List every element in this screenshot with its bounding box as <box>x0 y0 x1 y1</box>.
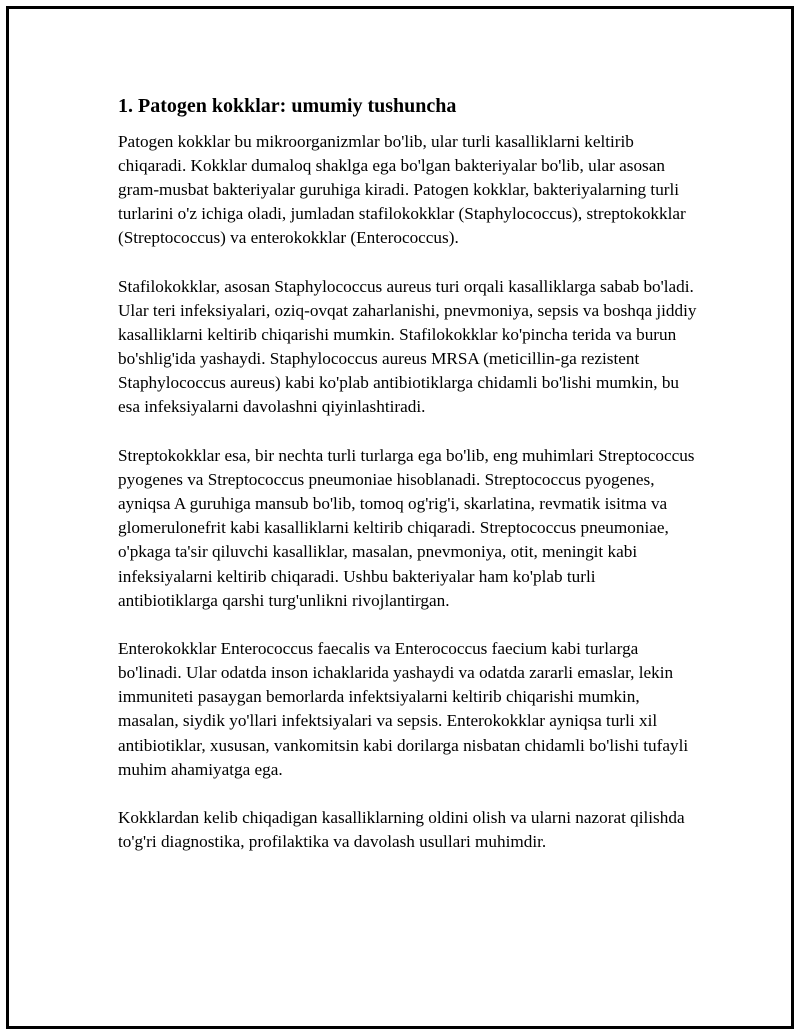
paragraph-conclusion: Kokklardan kelib chiqadigan kasalliklarning oldini olish va ularni nazorat qilishda to'g'ri diagnostika, profilaktika va davolash usullari muhimdir. <box>118 808 685 852</box>
paragraph-streptococci: Streptokokklar esa, bir nechta turli turlarga ega bo'lib, eng muhimlari Streptococcus pyogenes va Streptococcus pneumoniae hisoblanadi. Streptococcus pyogenes, ayniqsa A guruhiga mansub bo'lib, tomoq og'rig'i, skarlatina, revmatik isitma va glomerulonefrit kabi kasalliklarni keltirib chiqaradi. Streptococcus pneumoniae, o'pkaga ta'sir qiluvchi kasalliklar, masalan, pnevmoniya, otit, meningit kabi infeksiyalarni keltirib chiqaradi. Ushbu bakteriyalar ham ko'plab turli antibiotiklarga qarshi turg'unlikni rivojlantirgan. <box>118 446 695 610</box>
section-heading: 1. Patogen kokklar: umumiy tushuncha <box>118 95 457 117</box>
paragraph-intro: Patogen kokklar bu mikroorganizmlar bo'lib, ular turli kasalliklarni keltirib chiqaradi. Kokklar dumaloq shaklga ega bo'lgan bakteriyalar bo'lib, ular asosan gram-musbat bakteriyalar guruhiga kiradi. Patogen kokklar, bakteriyalarning turli turlarini o'z ichiga oladi, jumladan stafilokokklar (Staphylococcus), streptokokklar (Streptococcus) va enterokokklar (Enterococcus). <box>118 132 686 248</box>
paragraph-enterococci: Enterokokklar Enterococcus faecalis va Enterococcus faecium kabi turlarga bo'linadi. Ular odatda inson ichaklarida yashaydi va odatda zararli emaslar, lekin immuniteti pasaygan bemorlarda infektsiyalarni keltirib chiqarishi mumkin, masalan, siydik yo'llari infektsiyalari va sepsis. Enterokokklar ayniqsa turli xil antibiotiklar, xususan, vankomitsin kabi dorilarga nisbatan chidamli bo'lishi tufayli muhim ahamiyatga ega. <box>118 639 689 779</box>
paragraph-staphylococci: Stafilokokklar, asosan Staphylococcus aureus turi orqali kasalliklarga sabab bo'ladi. Ular teri infeksiyalari, oziq-ovqat zaharlanishi, pnevmoniya, sepsis va boshqa jiddiy kasalliklarni keltirib chiqarishi mumkin. Stafilokokklar ko'pincha terida va burun bo'shlig'ida yashaydi. Staphylococcus aureus MRSA (meticillin-ga rezistent Staphylococcus aureus) kabi ko'plab antibiotiklarga chidamli bo'lishi mumkin, bu esa infeksiyalarni davolashni qiyinlashtiradi. <box>118 276 697 417</box>
document-body <box>118 94 698 879</box>
